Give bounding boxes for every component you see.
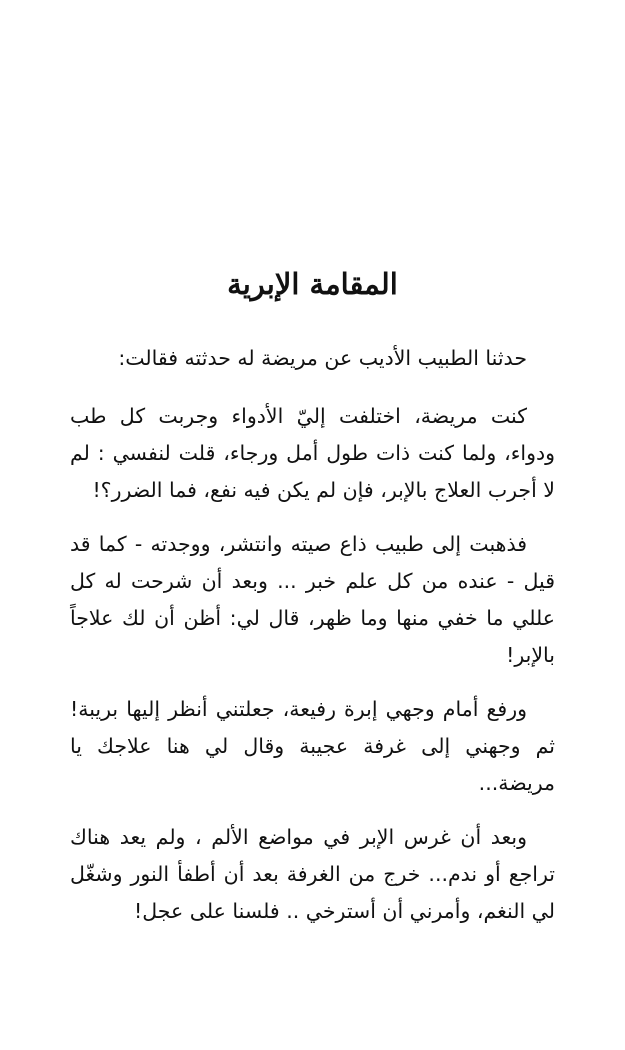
body-paragraph: فذهبت إلى طبيب ذاع صيته وانتشر، ووجدته - كما قد قيل - عنده من كل علم خبر ... وبعد أن شرحت له كل عللي ما خفي منها وما ظهر، قال لي: أظن أن لك علاجاً بالإبر!	[70, 532, 555, 667]
article-title: المقامة الإبرية	[227, 267, 398, 301]
intro-paragraph: حدثنا الطبيب الأديب عن مريضة له حدثته فقالت:	[118, 346, 527, 370]
body-paragraph: كنت مريضة، اختلفت إليّ الأدواء وجربت كل طب ودواء، ولما كنت ذات طول أمل ورجاء، قلت لنفسي : لم لا أجرب العلاج بالإبر، فإن لم يكن فيه نفع، فما الضرر؟!	[70, 404, 555, 502]
body-paragraph: وبعد أن غرس الإبر في مواضع الألم ، ولم يعد هناك تراجع أو ندم... خرج من الغرفة بعد أن أطفأ النور وشغّل لي النغم، وأمرني أن أسترخي .. فلسنا على عجل!	[70, 825, 555, 923]
body-paragraph: ورفع أمام وجهي إبرة رفيعة، جعلتني أنظر إليها بريبة! ثم وجهني إلى غرفة عجيبة وقال لي هنا علاجك يا مريضة...	[70, 697, 555, 795]
